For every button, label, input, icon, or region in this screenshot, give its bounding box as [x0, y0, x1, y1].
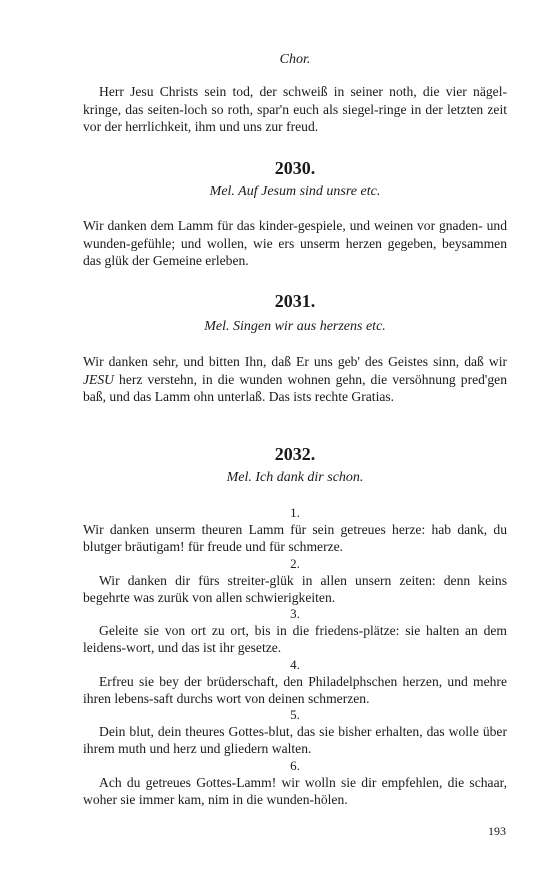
verse-number: 6. — [290, 758, 300, 773]
hymn-2032-melody: Mel. Ich dank dir schon. — [226, 470, 364, 485]
hymn-2031-text — [83, 353, 507, 406]
hymn-2031-number: 2031. — [274, 291, 316, 311]
page-number: 193 — [488, 824, 506, 838]
verse-number: 4. — [290, 657, 300, 672]
chor-title: Chor. — [279, 52, 311, 67]
hymn-2031-text-a: Wir danken sehr, und bitten Ihn, daß Er uns geb' des Geistes sinn, daß wir — [83, 354, 507, 369]
hymn-2031-text-b: herz verstehn, in die wunden wohnen gehn, die versöhnung pred'gen baß, und das Lamm ohn unterlaß. Das ists rechte Gratias. — [83, 371, 507, 404]
chor-text: Herr Jesu Christs sein tod, der schweiß in seiner noth, die vier nägel-kringe, das seiten-loch so roth, spar'n euch als siegel-ringe in der letzten zeit vor der herrlichkeit, ihm und uns zur freud. — [83, 84, 507, 134]
hymn-2032-number: 2032. — [274, 444, 316, 464]
hymn-2030-melody: Mel. Auf Jesum sind unsre etc. — [209, 184, 381, 199]
verse-number: 5. — [290, 707, 300, 722]
hymn-2030-text: Wir danken dem Lamm für das kinder-gespiele, und weinen vor gnaden- und wunden-gefühle; und wollen, wie ers unserm herzen gegeben, beysammen das glük der Gemeine erleben. — [83, 218, 507, 268]
jesu-word: JESU — [83, 371, 114, 387]
verse-text: Geleite sie von ort zu ort, bis in die friedens-plätze: sie halten an dem leidens-wort, und das ist ihr gesetze. — [83, 623, 507, 656]
hymn-2031-melody: Mel. Singen wir aus herzens etc. — [204, 319, 386, 334]
verse-number: 1. — [290, 505, 300, 520]
verse-text: Erfreu sie bey der brüderschaft, den Philadelphschen herzen, und mehre ihren lebens-saft durchs wort von deinen schmerzen. — [83, 674, 507, 707]
verse-text: Wir danken unserm theuren Lamm für sein getreues herze: hab dank, du blutger bräutigam! für freude und für schmerze. — [83, 522, 507, 555]
verse-text: Dein blut, dein theures Gottes-blut, das sie bisher erhalten, das wolle über ihrem muth und herz und gliedern walten. — [83, 724, 507, 757]
verse-text: Wir danken dir fürs streiter-glük in allen unsern zeiten: denn keins begehrte was zurük von allen schwierigkeiten. — [83, 573, 507, 606]
verse-number: 2. — [290, 556, 300, 571]
verse-number: 3. — [290, 606, 300, 621]
hymn-2030-number: 2030. — [274, 158, 316, 178]
verse-text: Ach du getreues Gottes-Lamm! wir wolln sie dir empfehlen, die schaar, woher sie immer kam, nim in die wunden-hölen. — [83, 775, 507, 808]
